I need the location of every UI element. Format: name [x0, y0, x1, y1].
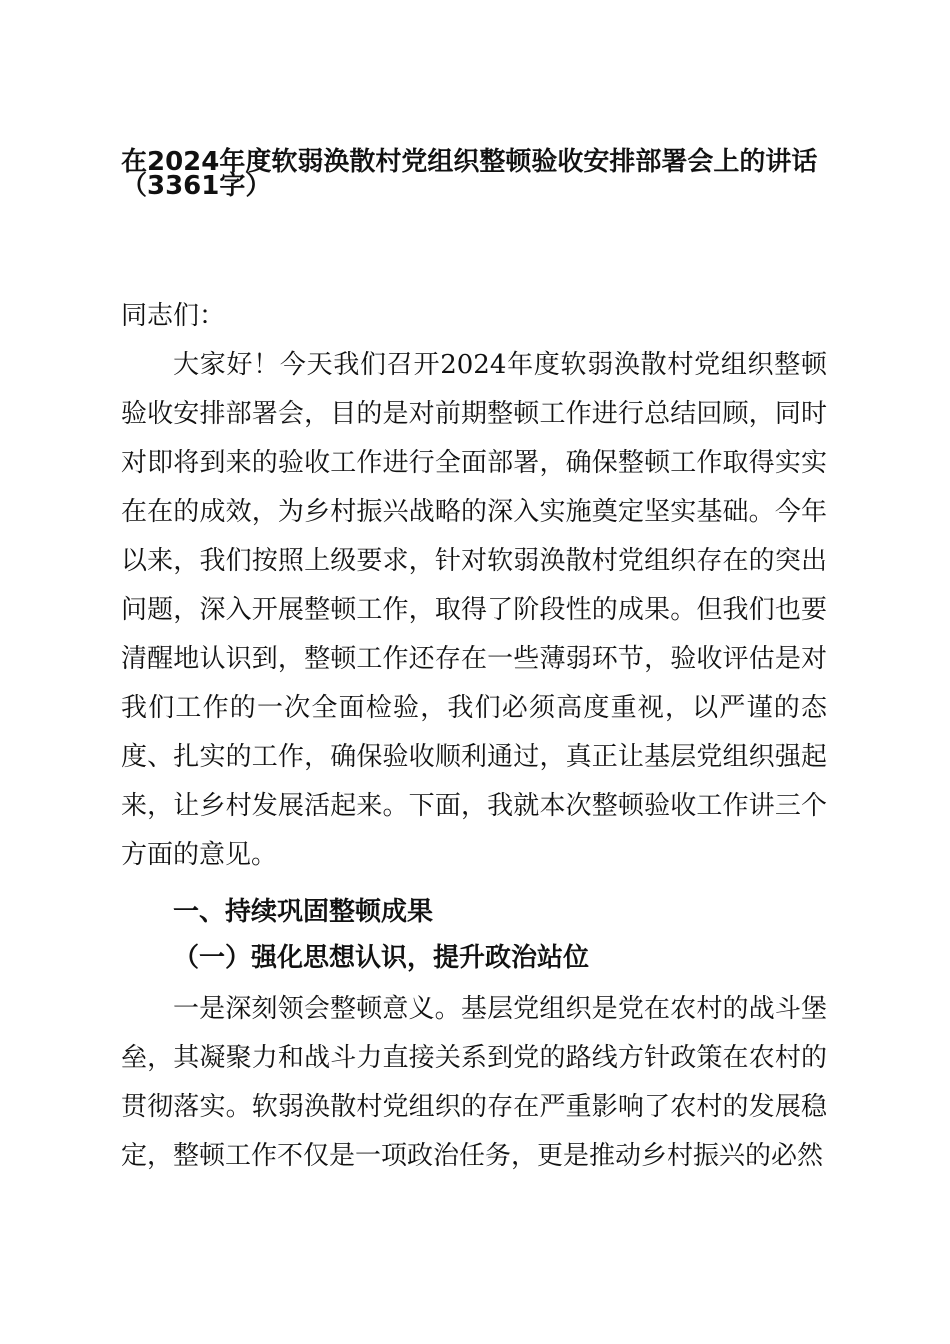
- document-title-word-count: （3361字）: [121, 171, 272, 201]
- paragraph-body: 一是深刻领会整顿意义。基层党组织是党在农村的战斗堡垒，其凝聚力和战斗力直接关系到党的路线方针政策在农村的贯彻落实。软弱涣散村党组织的存在严重影响了农村的发展稳定，整顿工作不仅是一项政治任务，更是推动乡村振兴的必然: [121, 994, 827, 1171]
- subsection-heading: （一）强化思想认识，提升政治站位: [173, 943, 590, 973]
- salutation: 同志们：: [121, 301, 226, 331]
- section-heading: 一、持续巩固整顿成果: [173, 897, 434, 927]
- document-title: 在2024年度软弱涣散村党组织整顿验收安排部署会上的讲话: [121, 147, 818, 177]
- paragraph-intro: 大家好！今天我们召开2024年度软弱涣散村党组织整顿验收安排部署会，目的是对前期整顿工作进行总结回顾，同时对即将到来的验收工作进行全面部署，确保整顿工作取得实实在在的成效，为乡村振兴战略的深入实施奠定坚实基础。今年以来，我们按照上级要求，针对软弱涣散村党组织存在的突出问题，深入开展整顿工作，取得了阶段性的成果。但我们也要清醒地认识到，整顿工作还存在一些薄弱环节，验收评估是对我们工作的一次全面检验，我们必须高度重视，以严谨的态度、扎实的工作，确保验收顺利通过，真正让基层党组织强起来，让乡村发展活起来。下面，我就本次整顿验收工作讲三个方面的意见。: [121, 350, 827, 870]
